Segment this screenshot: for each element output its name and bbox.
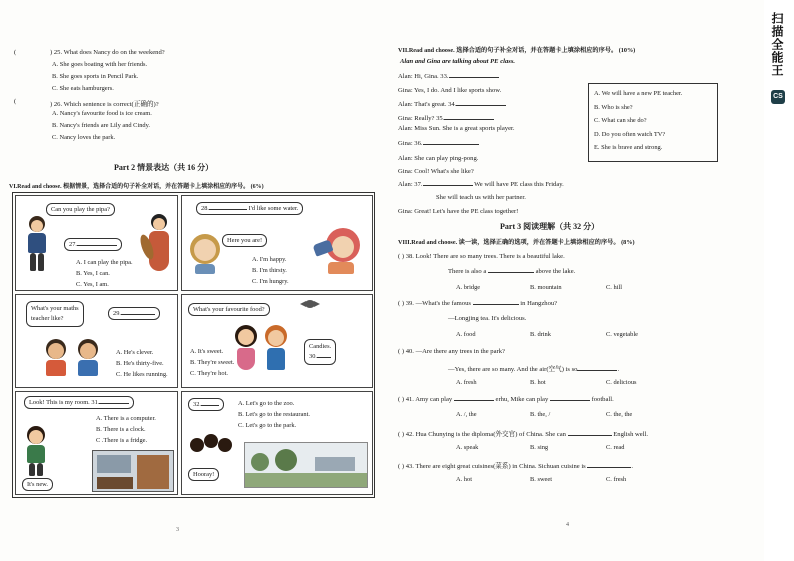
dialogue-line-35: Gina: Really? 35. <box>398 115 494 122</box>
q40-option-a: A. fresh <box>456 379 477 386</box>
section8-title: VIII.Read and choose. 读一读，选择正确的选项，并在答题卡上填涂相应的序号。 (8%) <box>398 239 635 246</box>
bubble-its-new: It's new. <box>22 478 53 491</box>
num-29: 29. <box>113 310 121 317</box>
cell-27 <box>15 195 178 291</box>
q26-text: ) 26. Which sentence is correct(正确的)? <box>50 101 159 108</box>
c30-option-c: C. They're hot. <box>190 370 228 377</box>
dialogue-line-8: Gina: Cool! What's she like? <box>398 168 474 175</box>
q38-option-c: C. hill <box>606 284 622 291</box>
right-page <box>392 0 764 561</box>
q26-option-a: A. Nancy's favourite food is ice cream. <box>52 110 152 117</box>
section6-title: VI.Read and choose. 根据情景，选择合适的句子补全对话，并在答题卡上填涂相应的序号。 (6%) <box>9 184 264 190</box>
candy-icon <box>300 299 320 309</box>
kid1-figure <box>42 339 70 385</box>
c29-option-b: B. He's thirty-five. <box>116 360 164 367</box>
q42-text: ( ) 42. Hua Chunying is the diploma(外交官) of China. She can English well. <box>398 431 649 438</box>
q40-option-c: C. delicious <box>606 379 637 386</box>
watermark-text: 扫描全能王 <box>770 12 784 77</box>
bubble-28 <box>196 202 303 215</box>
boy-figure <box>24 216 50 276</box>
c27-option-b: B. Yes, I can. <box>76 270 110 277</box>
c31-option-a: A. There is a computer. <box>96 415 156 422</box>
q25-option-c: C. She eats hamburgers. <box>52 85 114 92</box>
q26-option-c: C. Nancy loves the park. <box>52 134 116 141</box>
dialogue-line-33: Alan: Hi, Gina. 33. <box>398 73 499 80</box>
num-27: 27. <box>69 241 77 248</box>
bubble-27 <box>64 238 122 251</box>
c32-option-b: B. Let's go to the restaurant. <box>238 411 310 418</box>
c28-option-c: C. I'm hungry. <box>252 278 289 285</box>
box-option-b: B. Who is she? <box>594 103 633 111</box>
box-option-a: A. We will have a new PE teacher. <box>594 90 683 97</box>
q41-text: ( ) 41. Amy can play erhu, Mike can play football. <box>398 396 614 403</box>
q42-option-b: B. sing <box>530 444 549 451</box>
q39-option-a: A. food <box>456 331 476 338</box>
dialogue-grid <box>12 192 375 498</box>
right-page-number: 4 <box>566 522 569 528</box>
bubble-32 <box>188 398 224 411</box>
q39-text: ( ) 39. —What's the famous in Hangzhou? <box>398 300 558 307</box>
part2-title: Part 2 情景表达（共 16 分） <box>114 163 214 172</box>
c28-option-a: A. I'm happy. <box>252 256 287 263</box>
bubble-maths-teacher <box>26 301 84 327</box>
q38-option-b: B. mountain <box>530 284 562 291</box>
cell-30 <box>181 294 373 388</box>
kids-group-figure <box>190 432 236 462</box>
q40-option-b: B. hot <box>530 379 546 386</box>
c30-option-a: A. It's sweet. <box>190 348 224 355</box>
girl-pipa-figure <box>144 214 174 276</box>
c31-option-c: C .There is a fridge. <box>96 437 148 444</box>
q25-text: ) 25. What does Nancy do on the weekend? <box>50 49 165 56</box>
q26-option-b: B. Nancy's friends are Lily and Cindy. <box>52 122 150 129</box>
c30-bubble2: Candies. <box>309 343 332 350</box>
q39-line2: —Longjing tea. It's delicious. <box>448 315 527 322</box>
c29-bubble-line2: teacher like? <box>31 315 64 322</box>
q39-option-b: B. drink <box>530 331 551 338</box>
q25-paren: ( <box>14 49 17 56</box>
dialogue-line-2: Gina: Yes, I do. And I like sports show. <box>398 87 502 94</box>
cell-32 <box>181 391 373 495</box>
q42-option-a: A. speak <box>456 444 479 451</box>
c29-option-a: A. He's clever. <box>116 349 154 356</box>
cell-28 <box>181 195 373 291</box>
dialogue-line-11: Gina: Great! Let's have the PE class together! <box>398 208 519 215</box>
c29-bubble-line1: What's your maths <box>31 305 79 312</box>
cell-29 <box>15 294 178 388</box>
c28-tail: I'd like some water. <box>248 205 299 212</box>
kid2-figure <box>74 339 102 385</box>
box-option-d: D. Do you often watch TV? <box>594 130 666 138</box>
c31-option-b: B. There is a clock. <box>96 426 146 433</box>
q43-option-b: B. sweet <box>530 476 553 483</box>
c32-option-a: A. Let's go to the zoo. <box>238 400 295 407</box>
room-image <box>92 450 174 492</box>
c28-option-b: B. I'm thirsty. <box>252 267 287 274</box>
left-page-number: 3 <box>176 527 179 533</box>
q25-option-b: B. She goes sports in Pencil Park. <box>52 73 139 80</box>
section7-option-box <box>588 83 718 162</box>
c31-bubble1: Look! This is my room. 31. <box>29 399 100 406</box>
q26-paren: ( <box>14 98 17 105</box>
c29-option-c: C. He likes running. <box>116 371 168 378</box>
q43-text: ( ) 43. There are eight great cuisines(菜系) in China. Sichuan cuisine is . <box>398 463 634 470</box>
q40-line2: —Yes, there are so many. And the air(空气) is so . <box>448 366 620 373</box>
section7-title: VII.Read and choose. 选择合适的句子补全对话，并在答题卡上填涂相应的序号。 (10%) <box>398 47 636 54</box>
num-32: 32. <box>193 401 201 408</box>
girl2-figure <box>232 325 260 381</box>
cell-31 <box>15 391 178 495</box>
q43-option-a: A. hot <box>456 476 472 483</box>
c30-option-b: B. They're sweet. <box>190 359 235 366</box>
bubble-can-you-play: Can you play the pipa? <box>46 203 115 216</box>
bubble-31 <box>24 396 134 409</box>
q39-option-c: C. vegetable <box>606 331 638 338</box>
c32-option-c: C. Let's go to the park. <box>238 422 297 429</box>
dialogue-line-10: She will teach us with her partner. <box>436 194 526 201</box>
dialogue-line-5: Alan: Miss Sun. She is a great sports player. <box>398 125 515 132</box>
box-option-c: C. What can she do? <box>594 117 647 124</box>
q41-option-a: A. /, the <box>456 411 477 418</box>
q25-option-a: A. She goes boating with her friends. <box>52 61 148 68</box>
box-option-e: E. She is brave and strong. <box>594 144 663 151</box>
q42-option-c: C. read <box>606 444 625 451</box>
bubble-favourite-food: What's your favourite food? <box>188 303 270 316</box>
scanner-watermark <box>764 0 794 561</box>
q38-text: ( ) 38. Look! There are so many trees. There is a beautiful lake. <box>398 253 565 260</box>
bubble-29 <box>108 307 160 320</box>
num-30: 30. <box>309 353 317 360</box>
num-28: 28. <box>201 205 209 212</box>
c27-option-c: C. Yes, I am. <box>76 281 109 288</box>
q38-option-a: A. bridge <box>456 284 481 291</box>
girl-figure <box>190 234 224 274</box>
boy3-figure <box>24 426 48 476</box>
dialogue-line-34: Alan: That's great. 34. <box>398 101 506 108</box>
q43-option-c: C. fresh <box>606 476 627 483</box>
cs-logo-icon: CS <box>771 90 785 104</box>
c27-option-a: A. I can play the pipa. <box>76 259 133 266</box>
q41-option-c: C. the, the <box>606 411 633 418</box>
q38-line2: There is also a above the lake. <box>448 268 576 275</box>
dialogue-line-36: Gina: 36. <box>398 140 479 147</box>
q41-option-b: B. the, / <box>530 411 551 418</box>
person-reading-figure <box>314 224 364 276</box>
bubble-candies <box>304 339 336 365</box>
bubble-here-you-are: Here you are! <box>222 234 267 247</box>
bubble-hooray: Hooray! <box>188 468 219 481</box>
left-page <box>0 0 390 561</box>
park-image <box>244 442 368 488</box>
boy2-figure <box>262 325 290 381</box>
dialogue-line-7: Alan: She can play ping-pong. <box>398 155 479 162</box>
q40-text: ( ) 40. —Are there any trees in the park? <box>398 348 505 355</box>
section7-subtitle: Alan and Gina are talking about PE class. <box>400 58 516 65</box>
part3-title: Part 3 阅读理解（共 32 分） <box>500 222 600 231</box>
dialogue-line-37: Alan: 37. We will have PE class this Friday. <box>398 181 564 188</box>
